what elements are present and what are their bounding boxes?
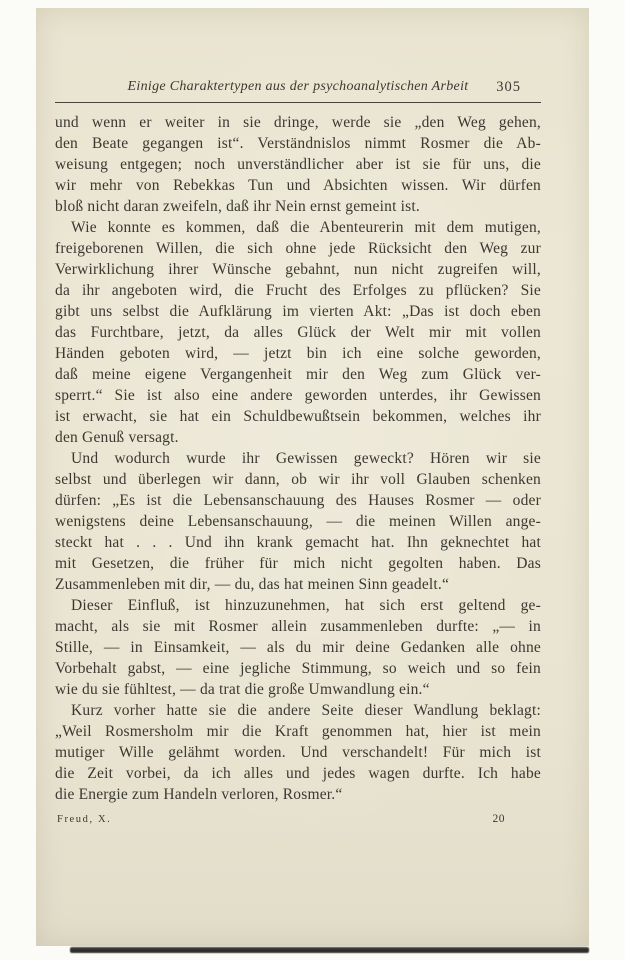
- text-line: Vorbehalt gabst, — eine jegliche Stimmung, so weich und so fein: [55, 660, 541, 677]
- paragraph: [55, 448, 541, 595]
- text-line: Kurz vorher hatte sie die andere Seite dieser Wandlung beklagt:: [71, 702, 541, 719]
- text-line: Und wodurch wurde ihr Gewissen geweckt? Hören wir sie: [71, 450, 541, 467]
- text-line: selbst und überlegen wir dann, ob wir ihr voll Glauben schenken: [55, 471, 541, 488]
- page-number: 305: [496, 79, 521, 95]
- text-line: ist erwacht, sie hat ein Schuldbewußtsein bekommen, welches ihr: [55, 408, 541, 425]
- text-line: „Weil Rosmersholm mir die Kraft genommen hat, hier ist mein: [55, 723, 541, 740]
- scanned-page: [36, 8, 589, 946]
- paragraph: [55, 595, 541, 700]
- text-line: wir mehr von Rebekkas Tun und Absichten wissen. Wir dürfen: [55, 177, 541, 194]
- text-line: steckt hat . . . Und ihn krank gemacht hat. Ihn geknechtet hat: [55, 534, 541, 551]
- text-line: wie du sie fühltest, — da trat die große Umwandlung ein.“: [55, 681, 430, 698]
- text-line: die Zeit vorbei, da ich alles und jedes wagen durfte. Ich habe: [55, 765, 541, 782]
- text-line: den Genuß versagt.: [55, 429, 179, 446]
- text-line: mit Gesetzen, die früher für mich nicht gegolten haben. Das: [55, 555, 541, 572]
- text-line: die Energie zum Handeln verloren, Rosmer.“: [55, 786, 343, 803]
- text-line: bloß nicht daran zweifeln, daß ihr Nein ernst gemeint ist.: [55, 198, 420, 215]
- text-line: Stille, — in Einsamkeit, — als du mir deine Gedanken alle ohne: [55, 639, 541, 656]
- paragraph: [55, 112, 541, 217]
- text-line: wenigstens deine Lebensanschauung, — die meinen Willen ange-: [55, 513, 541, 530]
- text-line: dürfen: „Es ist die Lebensanschauung des Hauses Rosmer — oder: [55, 492, 541, 509]
- text-line: das Furchtbare, jetzt, da alles Glück der Welt mir mit vollen: [55, 324, 541, 341]
- text-line: weisung entgegen; noch unverständlicher aber ist sie für uns, die: [55, 156, 541, 173]
- text-line: sperrt.“ Sie ist also eine andere geworden unterdes, ihr Gewissen: [55, 387, 541, 404]
- text-line: den Beate gegangen ist“. Verständnislos nimmt Rosmer die Ab-: [55, 135, 541, 152]
- text-line: Zusammenleben mit dir, — du, das hat meinen Sinn geadelt.“: [55, 576, 450, 593]
- running-header-title: Einige Charaktertypen aus der psychoanalytischen Arbeit: [127, 79, 469, 94]
- text-line: und wenn er weiter in sie dringe, werde sie „den Weg gehen,: [55, 114, 541, 131]
- paragraph: [55, 700, 541, 805]
- header-rule: [55, 102, 541, 103]
- page-footer: [55, 812, 541, 828]
- text-line: da ihr angeboten wird, die Frucht des Erfolges zu pflücken? Sie: [55, 282, 541, 299]
- footer-author-label: Freud, X.: [57, 814, 112, 825]
- text-column: [55, 8, 541, 828]
- footer-sheet-number: 20: [492, 813, 505, 825]
- paragraph: [55, 217, 541, 448]
- text-line: freigeborenen Willen, die sich ohne jede Rücksicht den Weg zur: [55, 240, 541, 257]
- text-line: Verwirklichung ihrer Wünsche gebahnt, nun nicht zugreifen will,: [55, 261, 541, 278]
- book-page-edge-shadow: [70, 947, 589, 953]
- text-line: Dieser Einfluß, ist hinzuzunehmen, hat sich erst geltend ge-: [71, 597, 541, 614]
- body-text: [55, 112, 541, 805]
- text-line: Händen geboten wird, — jetzt bin ich eine solche geworden,: [55, 345, 541, 362]
- text-line: Wie konnte es kommen, daß die Abenteurerin mit dem mutigen,: [71, 219, 541, 236]
- text-line: mutiger Wille gelähmt worden. Und verschandelt! Für mich ist: [55, 744, 541, 761]
- text-line: macht, als sie mit Rosmer allein zusammenleben durfte: „— in: [55, 618, 541, 635]
- text-line: daß meine eigene Vergangenheit mir den Weg zum Glück ver-: [55, 366, 541, 383]
- running-header: [55, 79, 541, 97]
- text-line: gibt uns selbst die Aufklärung im vierten Akt: „Das ist doch eben: [55, 303, 541, 320]
